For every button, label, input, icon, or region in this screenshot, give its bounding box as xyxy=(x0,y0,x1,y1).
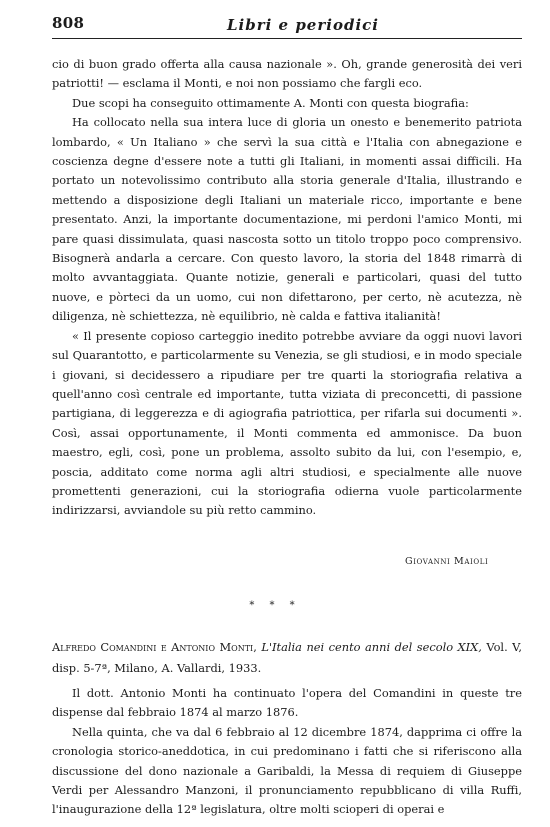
paragraph: Ha collocato nella sua intera luce di gloria un onesto e benemerito patriota lombardo, « Un Italiano » che servì la sua città e l'Italia con abnegazione e coscienza degne d'essere note a tutti gli Italiani, in momenti assai difficili. Ha portato un notevolissimo contributo alla storia generale d'Italia, illustrando e mettendo a disposizione degli Italiani un materiale ricco, importante e bene presentato. Anzi, la importante documentazione, mi perdoni l'amico Monti, mi pare quasi dissimulata, quasi nascosta sotto un titolo troppo poco comprensivo. Bisognerà andarla a cercare. Con questo lavoro, la storia del 1848 rimarrà di molto avvantaggiata. Quante notizie, generali e particolari, quasi del tutto nuove, e pòrteci da un uomo, cui non difettarono, per certo, nè acutezza, nè diligenza, nè schiettezza, nè equilibrio, nè calda e fattiva italianità! xyxy=(52,115,522,324)
section-separator: * * * xyxy=(249,600,301,611)
paragraph: Due scopi ha conseguito ottimamente A. Monti con questa biografia: xyxy=(72,95,469,110)
header-rule xyxy=(52,38,522,39)
entry-details: Vol. V, disp. 5-7ª, Milano, A. Vallardi, 1933. xyxy=(52,640,523,675)
article-body xyxy=(52,55,522,521)
review-body xyxy=(52,684,522,820)
page-number: 808 xyxy=(52,14,85,32)
paragraph: Nella quinta, che va dal 6 febbraio al 12 dicembre 1874, dapprima ci offre la cronologia storico-aneddotica, in cui predominano i fatti che si riferiscono alla discussione del dono nazionale a Garibaldi, la Messa di requiem di Giuseppe Verdi per Alessandro Manzoni, il pronunciamento repubblicano di villa Ruffi, l'inaugurazione della 12ª legislatura, oltre molti scioperi di operai e xyxy=(52,724,522,817)
paragraph: Il dott. Antonio Monti ha continuato l'opera del Comandini in queste tre dispense dal febbraio 1874 al marzo 1876. xyxy=(52,686,522,720)
entry-title: L'Italia nei cento anni del secolo XIX, xyxy=(261,640,482,654)
running-head xyxy=(52,14,522,36)
author-signature: Giovanni Maioli xyxy=(405,556,489,567)
entry-authors: Alfredo Comandini e Antonio Monti, xyxy=(52,640,257,654)
running-title: Libri e periodici xyxy=(227,16,379,34)
paragraph: « Il presente copioso carteggio inedito potrebbe avviare da oggi nuovi lavori sul Quarantotto, e particolarmente su Venezia, se gli studiosi, e in modo speciale i giovani, si decidessero a ripudiare per tre quarti la storiografia relativa a quell'anno così centrale ed importante, tutta viziata di preconcetti, di passione partigiana, di leggerezza e di agiografia patriottica, per rifarla sui documenti ». Così, assai opportunamente, il Monti commenta ed ammonisce. Da buon maestro, egli, così, pone un problema, assolto subito da lui, con l'esempio, e, poscia, additato come norma agli altri studiosi, e specialmente alle nuove promettenti generazioni, cui la storiografia odierna vuole particolarmente indirizzarsi, avviandole su più retto cammino. xyxy=(52,328,522,518)
bibliographic-entry xyxy=(52,637,522,679)
paragraph: cio di buon grado offerta alla causa nazionale ». Oh, grande generosità dei veri patriotti! — esclama il Monti, e noi non possiamo che fargli eco. xyxy=(52,57,522,91)
